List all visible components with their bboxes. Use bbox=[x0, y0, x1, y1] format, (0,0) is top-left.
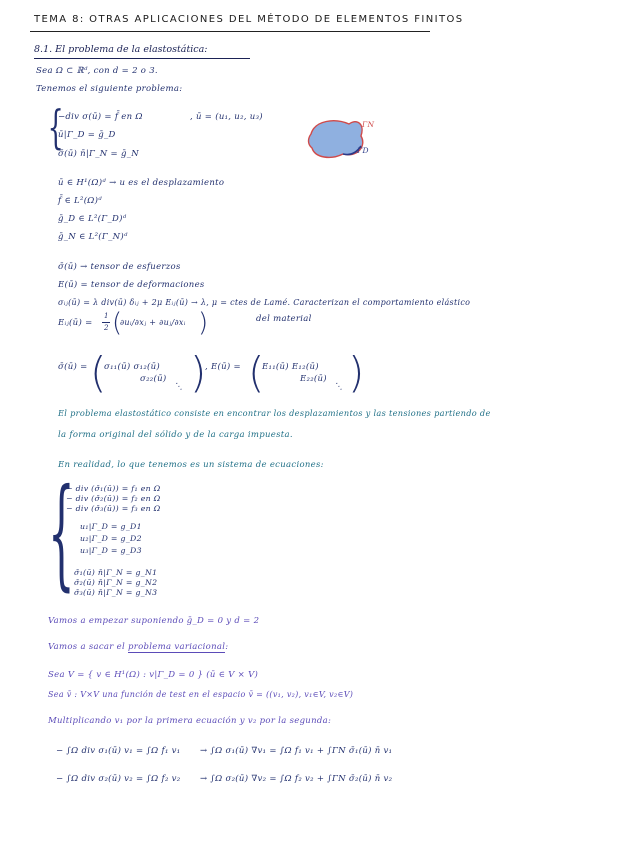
system2-dirichlet-1: u₁|Γ_D = g_D1 bbox=[80, 522, 142, 531]
def-strain-formula-lhs: Eᵢⱼ(ū) = bbox=[58, 318, 93, 328]
def-strain-paren-right: ) bbox=[198, 308, 209, 338]
def-strain-derivatives: ∂uᵢ/∂xⱼ + ∂uⱼ/∂xᵢ bbox=[120, 318, 186, 327]
system1-eq3: σ̄(ū) n̄|Γ_N = ḡ_N bbox=[58, 149, 139, 159]
system1-eq2: ū|Γ_D = ḡ_D bbox=[58, 130, 116, 140]
page-title: TEMA 8: OTRAS APLICACIONES DEL MÉTODO DE ELEMENTOS FINITOS bbox=[34, 14, 464, 25]
space-displacement: ū ∈ H¹(Ω)ᵈ → u es el desplazamiento bbox=[58, 178, 225, 188]
integral-row1-right: → ∫Ω σ₁(ū) ∇v₁ = ∫Ω f₁ v₁ + ∫ΓN σ̄₁(ū) n̄ v₁ bbox=[200, 746, 393, 756]
stress-matrix-paren-left: ( bbox=[90, 348, 107, 397]
boundary-dirichlet-label: ΓD bbox=[357, 146, 369, 155]
system2-dirichlet-3: u₃|Γ_D = g_D3 bbox=[80, 546, 142, 555]
assumption-line: Vamos a empezar suponiendo ḡ_D = 0 y d = 2 bbox=[48, 616, 260, 626]
strain-matrix-paren-left: ( bbox=[248, 348, 265, 397]
space-neumann-data: ḡ_N ∈ L²(Γ_N)ᵈ bbox=[58, 232, 128, 242]
variational-heading-colon: : bbox=[225, 642, 229, 652]
test-function-definition: Sea v̄ : V×V una función de test en el espacio v̄ = ((v₁, v₂), v₁∈V, v₂∈V) bbox=[48, 690, 354, 699]
def-strain-half-num: 1 bbox=[104, 312, 109, 320]
system2-brace: { bbox=[48, 464, 75, 603]
paragraph-line-1: El problema elastostático consiste en encontrar los desplazamientos y las tensiones partiendo de bbox=[58, 408, 491, 418]
system2-div-2: − div (σ̄₂(ū)) = f₂ en Ω bbox=[66, 494, 161, 503]
def-strain-paren-left: ( bbox=[112, 308, 123, 338]
system2-div-3: − div (σ̄₃(ū)) = f₃ en Ω bbox=[66, 504, 161, 513]
stress-matrix-row1: σ₁₁(ū) σ₁₂(ū) bbox=[104, 362, 161, 372]
def-stress-tensor: σ̄(ū) → tensor de esfuerzos bbox=[58, 262, 181, 272]
paragraph-line-3: En realidad, lo que tenemos es un sistema de ecuaciones: bbox=[58, 460, 324, 470]
stress-matrix-row2: σ₂₂(ū) bbox=[140, 374, 167, 384]
integral-row1-left: − ∫Ω div σ₁(ū) v₁ = ∫Ω f₁ v₁ bbox=[56, 746, 181, 756]
strain-matrix-paren-right: ) bbox=[348, 348, 365, 397]
paragraph-line-2: la forma original del sólido y de la carga impuesta. bbox=[58, 430, 293, 440]
intro-domain: Sea Ω ⊂ ℝᵈ, con d = 2 o 3. bbox=[36, 66, 158, 76]
system1-brace: { bbox=[47, 100, 64, 154]
integral-row2-right: → ∫Ω σ₂(ū) ∇v₂ = ∫Ω f₂ v₂ + ∫ΓN σ̄₂(ū) n̄ v₂ bbox=[200, 774, 393, 784]
system2-dirichlet-2: u₂|Γ_D = g_D2 bbox=[80, 534, 142, 543]
stress-matrix-paren-right: ) bbox=[190, 348, 207, 397]
boundary-neumann-label: ΓN bbox=[362, 120, 375, 129]
system1-eq1-vector: , ū = (u₁, u₂, u₃) bbox=[190, 112, 263, 122]
def-strain-tensor: E(ū) = tensor de deformaciones bbox=[58, 280, 205, 290]
multiplication-statement: Multiplicando v₁ por la primera ecuación y v₂ por la segunda: bbox=[48, 716, 332, 726]
stress-matrix-dots: ⋱ bbox=[174, 382, 183, 392]
def-strain-half-bar bbox=[102, 322, 110, 323]
system2-neumann-2: σ̄₂(ū) n̄|Γ_N = g_N2 bbox=[74, 578, 158, 587]
system2-neumann-3: σ̄₃(ū) n̄|Γ_N = g_N3 bbox=[74, 588, 158, 597]
space-dirichlet-data: ḡ_D ∈ L²(Γ_D)ᵈ bbox=[58, 214, 127, 224]
def-constitutive-law-cont: del material bbox=[256, 314, 312, 324]
variational-heading bbox=[48, 642, 228, 652]
intro-problem: Tenemos el siguiente problema: bbox=[36, 84, 183, 94]
section-underline bbox=[34, 58, 250, 59]
system2-neumann-1: σ̄₁(ū) n̄|Γ_N = g_N1 bbox=[74, 568, 158, 577]
strain-matrix-dots: ⋱ bbox=[334, 382, 343, 392]
def-constitutive-law: σᵢⱼ(ū) = λ div(ū) δᵢⱼ + 2μ Eᵢⱼ(ū) → λ, μ = ctes de Lamé. Caracterizan el comportamiento elástico bbox=[58, 298, 471, 307]
system1-eq1: −div σ(ū) = f̄ en Ω bbox=[58, 112, 143, 122]
integral-row2-left: − ∫Ω div σ₂(ū) v₂ = ∫Ω f₂ v₂ bbox=[56, 774, 181, 784]
variational-heading-prefix: Vamos a sacar el bbox=[48, 642, 129, 652]
strain-matrix-lhs: , E(ū) = bbox=[205, 362, 241, 372]
variational-heading-underlined: problema variacional bbox=[128, 642, 226, 652]
def-strain-half-den: 2 bbox=[104, 324, 109, 332]
space-force: f̄ ∈ L²(Ω)ᵈ bbox=[58, 196, 102, 206]
title-underline bbox=[30, 31, 430, 32]
strain-matrix-row1: E₁₁(ū) E₁₂(ū) bbox=[262, 362, 319, 372]
stress-matrix-lhs: σ̄(ū) = bbox=[58, 362, 88, 372]
strain-matrix-row2: E₂₂(ū) bbox=[300, 374, 327, 384]
section-heading: 8.1. El problema de la elastostática: bbox=[34, 44, 208, 55]
system2-div-1: − div (σ̄₁(ū)) = f₁ en Ω bbox=[66, 484, 161, 493]
space-v-definition: Sea V = { v ∈ H¹(Ω) : v|Γ_D = 0 } (ū ∈ V × V) bbox=[48, 670, 259, 680]
